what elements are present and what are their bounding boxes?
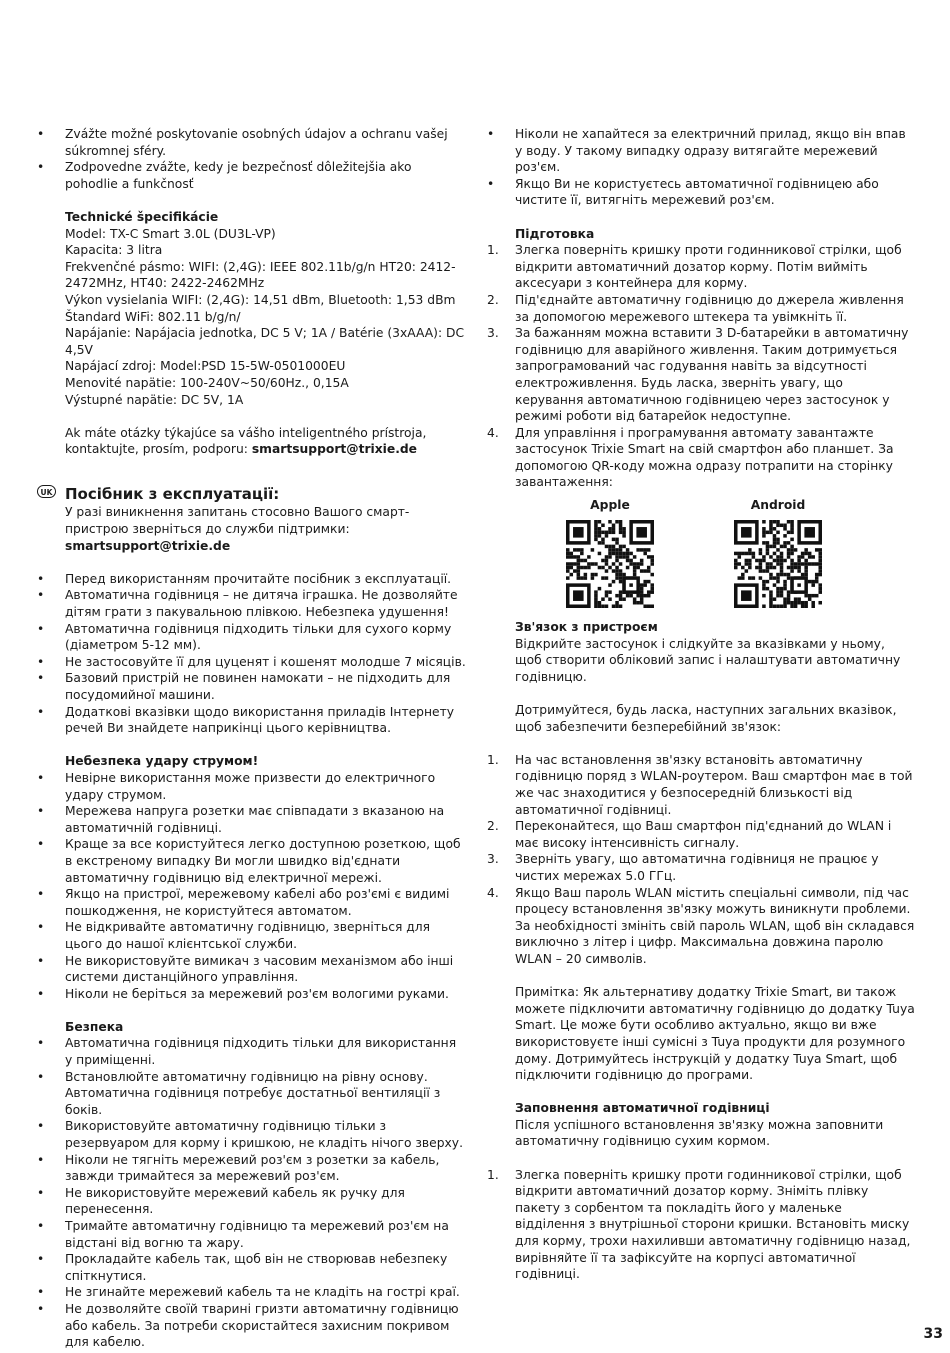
support-text: Ak máte otázky týkajúce sa vášho inteligentného prístroja, kontaktujte, prosím, podporu: <box>65 425 427 457</box>
uk-bullet-item <box>37 571 467 588</box>
bullet-icon: • <box>37 160 45 175</box>
connect-step-text: Переконайтеся, що Ваш смартфон під'єднаний до WLAN і має високу інтенсивність сигналу. <box>515 819 892 850</box>
bullet-icon: • <box>37 1069 45 1084</box>
uk-bullet-item-text: Автоматична годівниця – не дитяча іграшка. Не дозволяйте дітям грати з пакувальною плівкою. Небезпека удушення! <box>65 588 458 620</box>
bullet-icon: • <box>37 1219 45 1233</box>
left-column <box>37 126 467 1351</box>
prep-step-number: 1. <box>487 243 499 258</box>
bullet-icon: • <box>37 1285 45 1300</box>
bullet-icon: • <box>37 1036 45 1051</box>
connect-step <box>487 885 915 968</box>
connect-title: Зв'язок з пристроєм <box>515 620 658 635</box>
bullet-icon: • <box>37 804 45 819</box>
shock-bullet-item-text: Ніколи не беріться за мережевий роз'єм вологими руками. <box>65 986 449 1001</box>
prep-title: Підготовка <box>515 226 595 241</box>
uk-bullet-item-text: Базовий пристрій не повинен намокати – не підходить для посудомийної машини. <box>65 671 451 702</box>
bullet-icon: • <box>37 770 45 785</box>
qr-codes <box>487 497 915 615</box>
prep-steps <box>487 242 915 491</box>
prep-step <box>487 292 915 325</box>
safety-bullets <box>37 1035 467 1350</box>
qr-apple-label: Apple <box>590 498 630 513</box>
shock-bullet-item-text: Не відкривайте автоматичну годівницю, зверніться для цього до нашої клієнтської служби. <box>65 920 431 951</box>
safety-bullet-item <box>37 1185 467 1218</box>
shock-bullet-item <box>37 770 467 803</box>
connect-step-number: 3. <box>487 852 499 867</box>
tech-spec-line: Výstupné napätie: DC 5V, 1A <box>65 392 244 407</box>
safety-bullet-item-text: Прокладайте кабель так, щоб він не створював небезпеку спіткнутися. <box>65 1252 448 1283</box>
prep-step-text: Для управління і програмування автомату завантажте застосунок Trixie Smart на свій смартфон або планшет. За допомогою QR-коду можна одразу потрапити на сторінку завантаження: <box>515 425 894 490</box>
safety-bullet-item-text: Використовуйте автоматичну годівницю тільки з резервуаром для корму і кришкою, не кладіть нічого зверху. <box>65 1119 463 1151</box>
sk-bullet-item-text: Zodpovedne zvážte, kedy je bezpečnosť dôležitejšia ako pohodlie a funkčnosť <box>65 160 412 191</box>
bullet-icon: • <box>37 887 45 902</box>
fill-step-number: 1. <box>487 1167 499 1182</box>
top-bullet-item-text: Ніколи не хапайтеся за електричний прилад, якщо він впав у воду. У такому випадку одразу витягайте мережевий роз'єм. <box>515 127 906 175</box>
prep-step-number: 4. <box>487 425 499 440</box>
safety-bullet-item-text: Встановлюйте автоматичну годівницю на рівну основу. Автоматична годівниця потребує достатньої вентиляції з боків. <box>65 1069 441 1117</box>
connect-steps <box>487 752 915 968</box>
uk-bullet-item <box>37 670 467 703</box>
bullet-icon: • <box>37 571 45 586</box>
uk-intro-paragraph <box>37 504 467 554</box>
tech-spec-lines <box>37 226 467 409</box>
uk-general-bullets <box>37 571 467 737</box>
top-bullet-item <box>487 176 915 209</box>
shock-bullet-item-text: Невірне використання може призвести до електричного удару струмом. <box>65 770 436 802</box>
sk-bullet-item <box>37 159 467 192</box>
bullet-icon: • <box>487 176 495 191</box>
connect-step-number: 1. <box>487 752 499 767</box>
uk-bullet-item-text: Додаткові вказівки щодо використання приладів Інтернету речей Ви знайдете наприкінці цього керівництва. <box>65 704 455 736</box>
safety-bullet-item <box>37 1035 467 1068</box>
tech-spec-line: Štandard WiFi: 802.11 b/g/n/ <box>65 309 241 324</box>
tech-spec-line: Frekvenčné pásmo: WIFI: (2,4G): IEEE 802.11b/g/n HT20: 2412- <box>65 259 456 274</box>
prep-step <box>487 242 915 292</box>
uk-section-heading <box>37 484 467 504</box>
bullet-icon: • <box>37 671 45 686</box>
uk-bullet-item <box>37 654 467 671</box>
sk-bullet-list <box>37 126 467 192</box>
qr-apple-block[interactable] <box>560 497 660 608</box>
uk-support-email-link[interactable]: smartsupport@trixie.de <box>65 538 231 553</box>
bullet-icon: • <box>37 704 45 719</box>
qr-android-block[interactable] <box>728 497 828 608</box>
tech-spec-line: Model: TX-C Smart 3.0L (DU3L-VP) <box>65 226 276 241</box>
connect-step <box>487 818 915 851</box>
safety-bullet-item <box>37 1069 467 1119</box>
fill-text: Після успішного встановлення зв'язку можна заповнити автоматичну годівницю сухим кормом. <box>515 1117 884 1149</box>
bullet-icon: • <box>37 953 45 968</box>
connect-step <box>487 851 915 884</box>
support-paragraph <box>37 425 467 458</box>
fill-step-text: Злегка поверніть кришку проти годинникової стрілки, щоб відкрити автоматичний дозатор корму. Зніміть плівку пакету з сорбентом та покладіть його у маленьке відділення з внутрішньої сторони кришки. Встановіть миску для корму, трохи нахиливши автоматичну годівницю назад, вирівняйте її та зафіксуйте на корпусі автоматичної годівниці. <box>515 1167 911 1282</box>
uk-bullet-item-text: Автоматична годівниця підходить тільки для сухого корму (діаметром 5-12 мм). <box>65 621 452 653</box>
bullet-icon: • <box>37 1301 45 1316</box>
safety-bullet-item-text: Не дозволяйте своїй тварині гризти автоматичну годівницю або кабель. За потреби скористайтеся захисним покривом для кабелю. <box>65 1301 459 1350</box>
bullet-icon: • <box>37 1152 45 1167</box>
connect-step-text: На час встановлення зв'язку встановіть автоматичну годівницю поряд з WLAN-роутером. Ваш смартфон має в той же час знаходитися у безпосередній близькості від автоматичної годівниці. <box>515 752 913 817</box>
connect-text-2: Дотримуйтеся, будь ласка, наступних загальних вказівок, щоб забезпечити безперебійний зв'язок: <box>515 703 897 734</box>
prep-step-text: Під'єднайте автоматичну годівницю до джерела живлення за допомогою мережевого штекера та увімкніть її. <box>515 292 904 324</box>
tech-spec-line: Kapacita: 3 litra <box>65 243 163 258</box>
uk-bullet-item-text: Не застосовуйте її для цуценят і кошенят молодше 7 місяців. <box>65 654 466 669</box>
safety-bullet-item <box>37 1251 467 1284</box>
bullet-icon: • <box>487 127 495 141</box>
uk-bullet-item-text: Перед використанням прочитайте посібник з експлуатації. <box>65 571 452 586</box>
bullet-icon: • <box>37 621 45 636</box>
safety-bullet-item <box>37 1218 467 1251</box>
shock-bullet-item-text: Краще за все користуйтеся легко доступною розеткою, щоб в екстреному випадку Ви могли швидко від'єднати автоматичну годівницю від електричної мережі. <box>65 837 461 885</box>
top-bullet-item-text: Якщо Ви не користуєтесь автоматичної годівницею або чистите її, витягніть мережевий роз'єм. <box>515 176 879 208</box>
shock-bullet-item <box>37 803 467 836</box>
connect-step-number: 2. <box>487 819 499 834</box>
prep-step-number: 2. <box>487 292 499 307</box>
uk-bullet-item <box>37 704 467 737</box>
fill-title: Заповнення автоматичної годівниці <box>515 1101 770 1116</box>
top-bullet-list <box>487 126 915 209</box>
shock-title: Небезпека удару струмом! <box>65 754 259 769</box>
tech-spec-line: Menovité napätie: 100-240V~50/60Hz., 0,15A <box>65 375 349 390</box>
safety-title: Безпека <box>65 1019 124 1034</box>
safety-bullet-item-text: Не використовуйте мережевий кабель як ручку для перенесення. <box>65 1185 405 1217</box>
bullet-icon: • <box>37 837 45 852</box>
uk-bullet-item <box>37 621 467 654</box>
prep-step <box>487 325 915 425</box>
support-email-link[interactable]: smartsupport@trixie.de <box>251 442 418 457</box>
uk-manual-title: Посібник з експлуатації: <box>65 485 280 504</box>
shock-bullet-item-text: Мережева напруга розетки має співпадати з вказаною на автоматичній годівниці. <box>65 804 445 835</box>
note-text: Примітка: Як альтернативу додатку Trixie Smart, ви також можете підключити автоматичну годівницю до додатку Tuya Smart. Це може бути особливо актуально, якщо ви вже використовуєте інші сумісні з Tuya продукти для розумного дому. Дотримуйтесь інструкцій у додатку Tuya Smart, щоб підключити годівницю до програми. <box>515 985 915 1083</box>
prep-step-text: За бажанням можна вставити 3 D-батарейки в автоматичну годівницю для аварійного живлення. Таким дотримується запрограмований час годування навіть за відсутності електроживлення. Будь ласка, зверніть увагу, що керування автоматичною годівницею через застосунок у режимі роботи від батарейок недоступне. <box>515 326 909 424</box>
tech-spec-line: Výkon vysielania WIFI: (2,4G): 14,51 dBm, Bluetooth: 1,53 dBm <box>65 292 456 307</box>
bullet-icon: • <box>37 986 45 1001</box>
shock-bullet-item <box>37 886 467 919</box>
connect-text: Відкрийте застосунок і слідкуйте за вказівками у ньому, щоб створити обліковий запис і налаштувати автоматичну годівницю. <box>515 636 901 684</box>
bullet-icon: • <box>37 654 45 669</box>
tech-spec-line: 2472MHz, HT40: 2422-2462MHz <box>65 276 265 291</box>
prep-step-text: Злегка поверніть кришку проти годинникової стрілки, щоб відкрити автоматичний дозатор корму. Потім вийміть аксесуари з контейнера для корму. <box>515 243 902 291</box>
connect-step-text: Якщо Ваш пароль WLAN містить спеціальні символи, під час процесу встановлення зв'язку можуть виникнути проблеми. За необхідності змініть свій пароль WLAN, щоб він складався виключно з літер і цифр. Максимальна довжина паролю WLAN – 20 символів. <box>515 885 915 966</box>
safety-bullet-item <box>37 1284 467 1301</box>
sk-bullet-item <box>37 126 467 159</box>
uk-intro-text: У разі виникнення запитань стосовно Вашого смарт-пристрою зверніться до служби підтримки: <box>65 505 410 537</box>
shock-bullets <box>37 770 467 1002</box>
prep-step-number: 3. <box>487 326 499 341</box>
right-column <box>487 126 915 1283</box>
top-bullet-item <box>487 126 915 176</box>
safety-bullet-item <box>37 1301 467 1351</box>
safety-bullet-item-text: Не згинайте мережевий кабель та не кладіть на гострі краї. <box>65 1285 460 1300</box>
page-number: 33 <box>923 1326 943 1343</box>
bullet-icon: • <box>37 1252 45 1267</box>
shock-bullet-item-text: Якщо на пристрої, мережевому кабелі або роз'ємі є видимі пошкодження, не користуйтеся автоматом. <box>65 887 450 918</box>
fill-step <box>487 1167 915 1283</box>
shock-bullet-item <box>37 919 467 952</box>
bullet-icon: • <box>37 127 45 141</box>
safety-bullet-item-text: Автоматична годівниця підходить тільки для використання у приміщенні. <box>65 1036 457 1068</box>
safety-bullet-item-text: Тримайте автоматичну годівницю та мережевий роз'єм на відстані від вогню та жару. <box>65 1219 449 1250</box>
shock-bullet-item <box>37 953 467 986</box>
uk-language-badge: UK <box>37 485 56 498</box>
bullet-icon: • <box>37 1185 45 1200</box>
connect-step <box>487 752 915 818</box>
bullet-icon: • <box>37 920 45 935</box>
tech-spec-line: Napájací zdroj: Model:PSD 15-5W-0501000EU <box>65 359 346 374</box>
shock-bullet-item <box>37 836 467 886</box>
tech-spec-line: Napájanie: Napájacia jednotka, DC 5 V; 1A / Batérie (3xAAA): DC 4,5V <box>65 326 465 357</box>
bullet-icon: • <box>37 588 45 603</box>
safety-bullet-item-text: Ніколи не тягніть мережевий роз'єм з розетки за кабель, завжди тримайтеся за мережевий роз'єм. <box>65 1152 440 1184</box>
connect-step-number: 4. <box>487 885 499 900</box>
uk-bullet-item <box>37 587 467 620</box>
shock-bullet-item-text: Не використовуйте вимикач з часовим механізмом або інші системи дистанційного управління. <box>65 953 454 985</box>
shock-bullet-item <box>37 986 467 1003</box>
safety-bullet-item <box>37 1152 467 1185</box>
sk-bullet-item-text: Zvážte možné poskytovanie osobných údajov a ochranu vašej súkromnej sféry. <box>65 127 448 158</box>
connect-step-text: Зверніть увагу, що автоматична годівниця не працює у чистих мережах 5.0 ГГц. <box>515 852 879 883</box>
safety-bullet-item <box>37 1118 467 1151</box>
fill-steps <box>487 1167 915 1283</box>
prep-step <box>487 425 915 491</box>
qr-code-apple-icon[interactable] <box>566 520 654 608</box>
bullet-icon: • <box>37 1119 45 1134</box>
qr-code-android-icon[interactable] <box>734 520 822 608</box>
tech-spec-title: Technické špecifikácie <box>65 209 219 224</box>
qr-android-label: Android <box>750 498 806 513</box>
